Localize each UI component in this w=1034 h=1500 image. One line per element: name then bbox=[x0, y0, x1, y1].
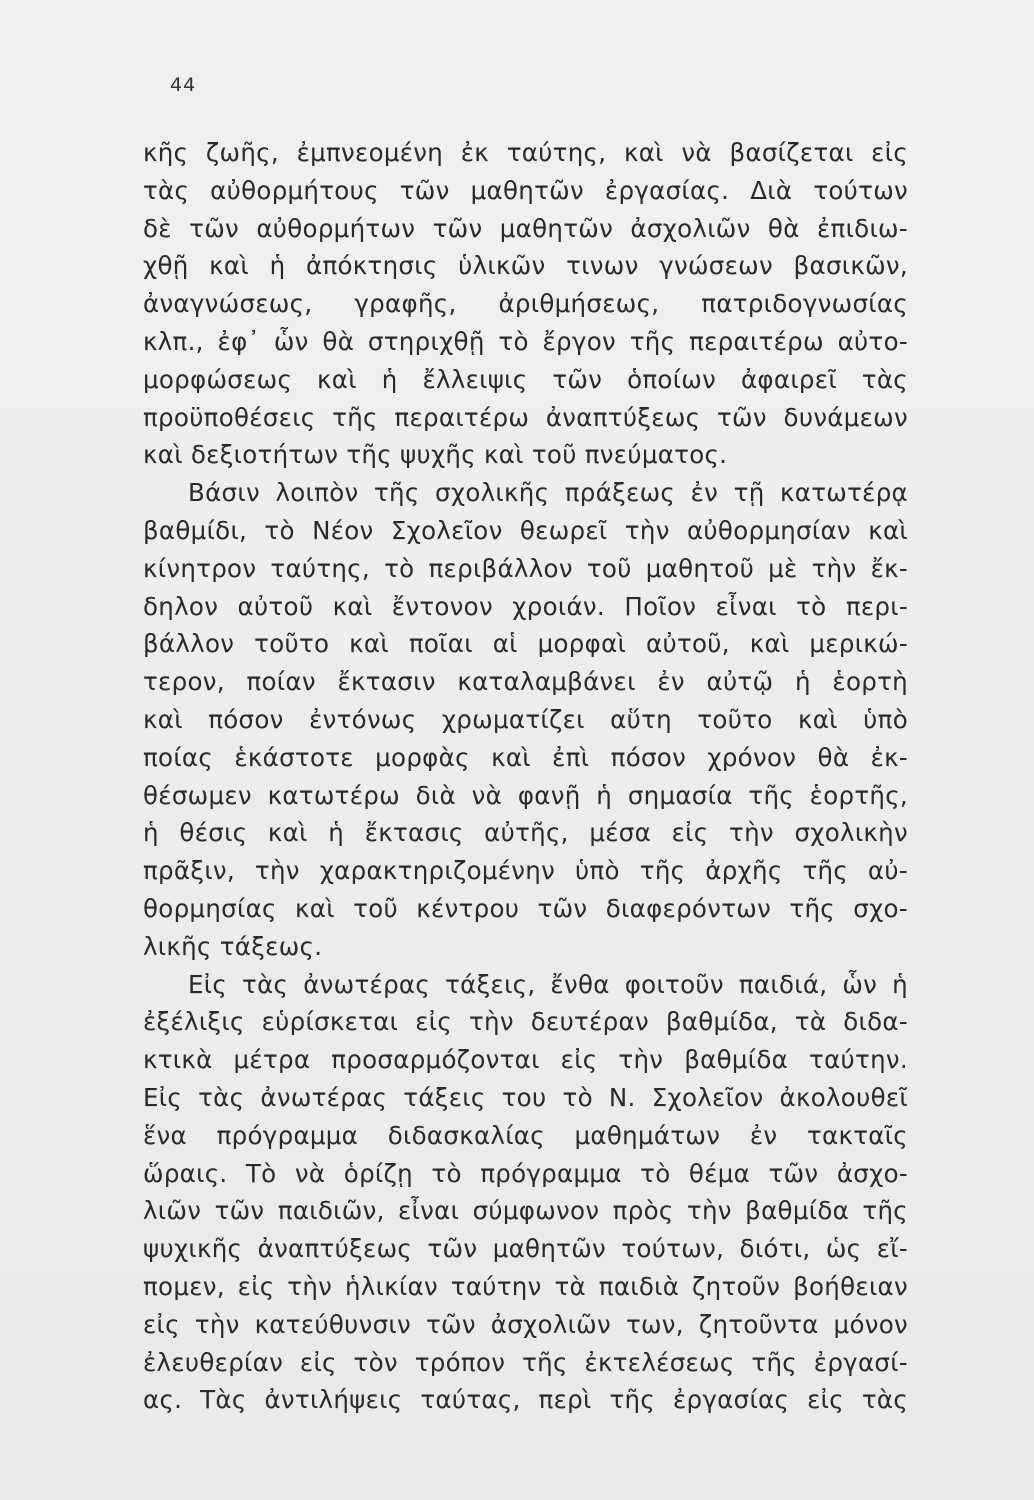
text-line-content: δηλον αὐτοῦ καὶ ἔντονον χροιάν. Ποῖον εἶναι τὸ περι- bbox=[143, 591, 908, 621]
text-line bbox=[143, 285, 908, 323]
text-line bbox=[143, 436, 908, 474]
text-line-content: προϋποθέσεις τῆς περαιτέρω ἀναπτύξεως τῶν δυνάμεων bbox=[143, 402, 908, 432]
text-line bbox=[143, 1381, 908, 1419]
text-line bbox=[143, 588, 908, 626]
text-line-content: ἀναγνώσεως, γραφῆς, ἀριθμήσεως, πατριδογνωσίας bbox=[143, 289, 908, 319]
text-line-content: Εἰς τὰς ἀνωτέρας τάξεις, ἔνθα φοιτοῦν παιδιά, ὧν ἡ bbox=[188, 969, 908, 999]
text-line bbox=[143, 1192, 908, 1230]
text-line bbox=[143, 739, 908, 777]
text-line-content: κίνητρον ταύτης, τὸ περιβάλλον τοῦ μαθητοῦ μὲ τὴν ἔκ- bbox=[143, 553, 908, 583]
text-line-content: ἡ θέσις καὶ ἡ ἔκτασις αὐτῆς, μέσα εἰς τὴν σχολικὴν bbox=[143, 818, 908, 848]
text-line-content: πρᾶξιν, τὴν χαρακτηριζομένην ὑπὸ τῆς ἀρχῆς τῆς αὐ- bbox=[143, 856, 908, 886]
text-line bbox=[143, 852, 908, 890]
text-line bbox=[143, 890, 908, 928]
text-line bbox=[143, 323, 908, 361]
text-line bbox=[143, 1268, 908, 1306]
text-line bbox=[143, 1079, 908, 1117]
text-line-content: τὰς αὐθορμήτους τῶν μαθητῶν ἐργασίας. Διὰ τούτων bbox=[143, 175, 908, 205]
text-line-content: χθῇ καὶ ἡ ἀπόκτησις ὑλικῶν τινων γνώσεων βασικῶν, bbox=[143, 251, 908, 281]
text-line bbox=[143, 361, 908, 399]
text-line bbox=[143, 210, 908, 248]
text-line bbox=[143, 966, 908, 1004]
text-line bbox=[143, 625, 908, 663]
text-line bbox=[143, 550, 908, 588]
text-line bbox=[143, 1230, 908, 1268]
text-line-content: κλπ., ἐφ᾽ ὧν θὰ στηριχθῇ τὸ ἔργον τῆς περαιτέρω αὐτο- bbox=[143, 326, 908, 356]
text-line-content: ψυχικῆς ἀναπτύξεως τῶν μαθητῶν τούτων, διότι, ὡς εἴ- bbox=[143, 1234, 908, 1264]
text-line-content: θορμησίας καὶ τοῦ κέντρου τῶν διαφερόντων τῆς σχο- bbox=[143, 893, 908, 923]
text-line bbox=[143, 399, 908, 437]
text-line bbox=[143, 1041, 908, 1079]
text-line bbox=[143, 1344, 908, 1382]
text-line-content: θέσωμεν κατωτέρω διὰ νὰ φανῇ ἡ σημασία τῆς ἑορτῆς, bbox=[143, 780, 908, 810]
text-line-content: λιῶν τῶν παιδιῶν, εἶναι σύμφωνον πρὸς τὴν βαθμίδα τῆς bbox=[143, 1196, 908, 1226]
text-line-content: δὲ τῶν αὐθορμήτων τῶν μαθητῶν ἀσχολιῶν θὰ ἐπιδιω- bbox=[143, 213, 908, 243]
text-line bbox=[143, 1306, 908, 1344]
text-line-content: τερον, ποίαν ἔκτασιν καταλαμβάνει ἐν αὐτῷ ἡ ἑορτὴ bbox=[143, 667, 908, 697]
text-line bbox=[143, 474, 908, 512]
text-line bbox=[143, 172, 908, 210]
text-line-content: μορφώσεως καὶ ἡ ἔλλειψις τῶν ὁποίων ἀφαιρεῖ τὰς bbox=[143, 364, 908, 394]
body-text bbox=[143, 134, 908, 1419]
text-line-content: ποίας ἑκάστοτε μορφὰς καὶ ἐπὶ πόσον χρόνον θὰ ἐκ- bbox=[143, 742, 908, 772]
text-line-content: Βάσιν λοιπὸν τῆς σχολικῆς πράξεως ἐν τῇ κατωτέρᾳ bbox=[188, 478, 908, 508]
text-line-content: καὶ πόσον ἐντόνως χρωματίζει αὕτη τοῦτο καὶ ὑπὸ bbox=[143, 704, 908, 734]
text-line-content: εἰς τὴν κατεύθυνσιν τῶν ἀσχολιῶν των, ζητοῦντα μόνον bbox=[143, 1309, 908, 1339]
text-line-content: ὥραις. Τὸ νὰ ὁρίζῃ τὸ πρόγραμμα τὸ θέμα τῶν ἀσχο- bbox=[143, 1158, 908, 1188]
text-line bbox=[143, 701, 908, 739]
text-line-content: ας. Τὰς ἀντιλήψεις ταύτας, περὶ τῆς ἐργασίας εἰς τὰς bbox=[143, 1385, 908, 1415]
page-number: 44 bbox=[170, 74, 197, 96]
text-line-content: λικῆς τάξεως. bbox=[143, 931, 323, 961]
text-line-content: βάλλον τοῦτο καὶ ποῖαι αἱ μορφαὶ αὐτοῦ, καὶ μερικώ- bbox=[143, 629, 908, 659]
text-line-content: κτικὰ μέτρα προσαρμόζονται εἰς τὴν βαθμίδα ταύτην. bbox=[143, 1045, 908, 1075]
text-line bbox=[143, 814, 908, 852]
text-line-content: κῆς ζωῆς, ἐμπνεομένη ἐκ ταύτης, καὶ νὰ βασίζεται εἰς bbox=[143, 138, 908, 167]
text-line bbox=[143, 247, 908, 285]
text-line bbox=[143, 1155, 908, 1193]
text-line-content: πομεν, εἰς τὴν ἡλικίαν ταύτην τὰ παιδιὰ ζητοῦν βοήθειαν bbox=[143, 1271, 908, 1301]
text-line bbox=[143, 928, 908, 966]
text-line bbox=[143, 1117, 908, 1155]
text-line-content: ἕνα πρόγραμμα διδασκαλίας μαθημάτων ἐν τακταῖς bbox=[143, 1120, 908, 1150]
text-line bbox=[143, 777, 908, 815]
text-line-content: ἐξέλιξις εὑρίσκεται εἰς τὴν δευτέραν βαθμίδα, τὰ διδα- bbox=[143, 1007, 908, 1037]
text-line-content: βαθμίδι, τὸ Νέον Σχολεῖον θεωρεῖ τὴν αὐθορμησίαν καὶ bbox=[143, 515, 908, 545]
text-line-content: Εἰς τὰς ἀνωτέρας τάξεις του τὸ Ν. Σχολεῖον ἀκολουθεῖ bbox=[143, 1082, 908, 1112]
text-line-content: καὶ δεξιοτήτων τῆς ψυχῆς καὶ τοῦ πνεύματος. bbox=[143, 440, 728, 470]
text-line bbox=[143, 1003, 908, 1041]
text-line bbox=[143, 134, 908, 172]
text-line bbox=[143, 663, 908, 701]
text-line-content: ἐλευθερίαν εἰς τὸν τρόπον τῆς ἐκτελέσεως τῆς ἐργασί- bbox=[143, 1347, 908, 1377]
text-line bbox=[143, 512, 908, 550]
